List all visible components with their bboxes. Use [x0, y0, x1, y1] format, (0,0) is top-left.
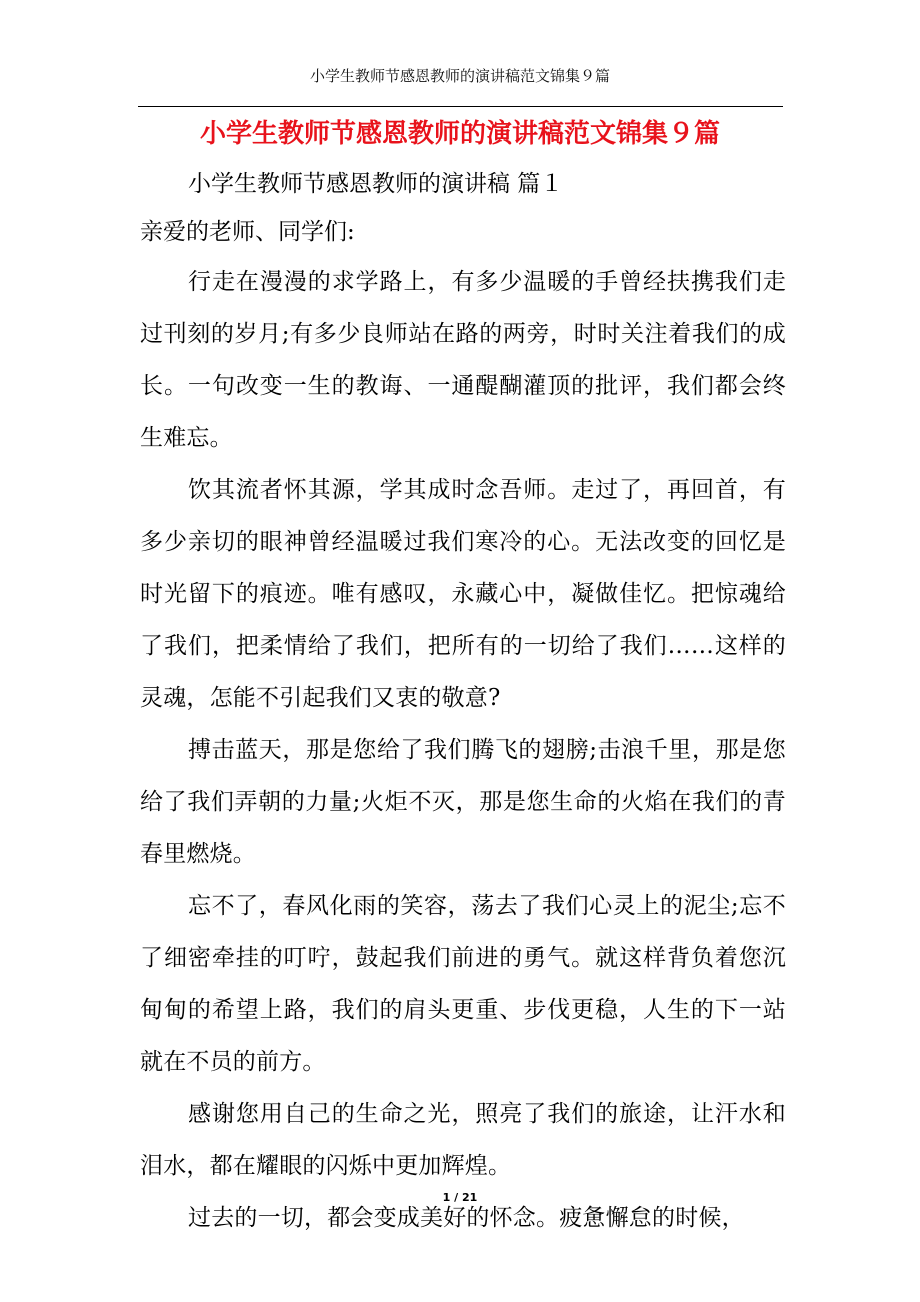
paragraph-2: 饮其流者怀其源，学其成时念吾师。走过了，再回首，有多少亲切的眼神曾经温暖过我们寒冷的心。无法改变的回忆是时光留下的痕迹。唯有感叹，永藏心中，凝做佳忆。把惊魂给了我们，把柔情给了我们，把所有的一切给了我们……这样的灵魂，怎能不引起我们又衷的敬意? — [140, 477, 786, 711]
speech-subtitle: 小学生教师节感恩教师的演讲稿 篇１ — [188, 171, 564, 197]
header-divider — [138, 106, 783, 107]
paragraph-5: 感谢您用自己的生命之光，照亮了我们的旅途，让汗水和泪水，都在耀眼的闪烁中更加辉煌。 — [140, 1101, 786, 1179]
paragraph-3: 搏击蓝天，那是您给了我们腾飞的翅膀;击浪千里，那是您给了我们弄朝的力量;火炬不灭，那是您生命的火焰在我们的青春里燃烧。 — [140, 737, 786, 867]
paragraph-1: 行走在漫漫的求学路上，有多少温暖的手曾经扶携我们走过刊刻的岁月;有多少良师站在路的两旁，时时关注着我们的成长。一句改变一生的教诲、一通醍醐灌顶的批评，我们都会终生难忘。 — [140, 269, 786, 451]
page-number: 1 / 21 — [442, 1191, 478, 1204]
running-header: 小学生教师节感恩教师的演讲稿范文锦集９篇 — [309, 67, 610, 85]
greeting: 亲爱的老师、同学们: — [140, 219, 355, 245]
document-body — [140, 160, 786, 1244]
paragraph-4: 忘不了，春风化雨的笑容，荡去了我们心灵上的泥尘;忘不了细密牵挂的叮咛，鼓起我们前进的勇气。就这样背负着您沉甸甸的希望上路，我们的肩头更重、步伐更稳，人生的下一站就在不员的前方。 — [140, 893, 786, 1075]
document-title: 小学生教师节感恩教师的演讲稿范文锦集９篇 — [199, 119, 720, 149]
paragraph-6: 过去的一切，都会变成美好的怀念。疲惫懈怠的时候， — [188, 1205, 745, 1231]
